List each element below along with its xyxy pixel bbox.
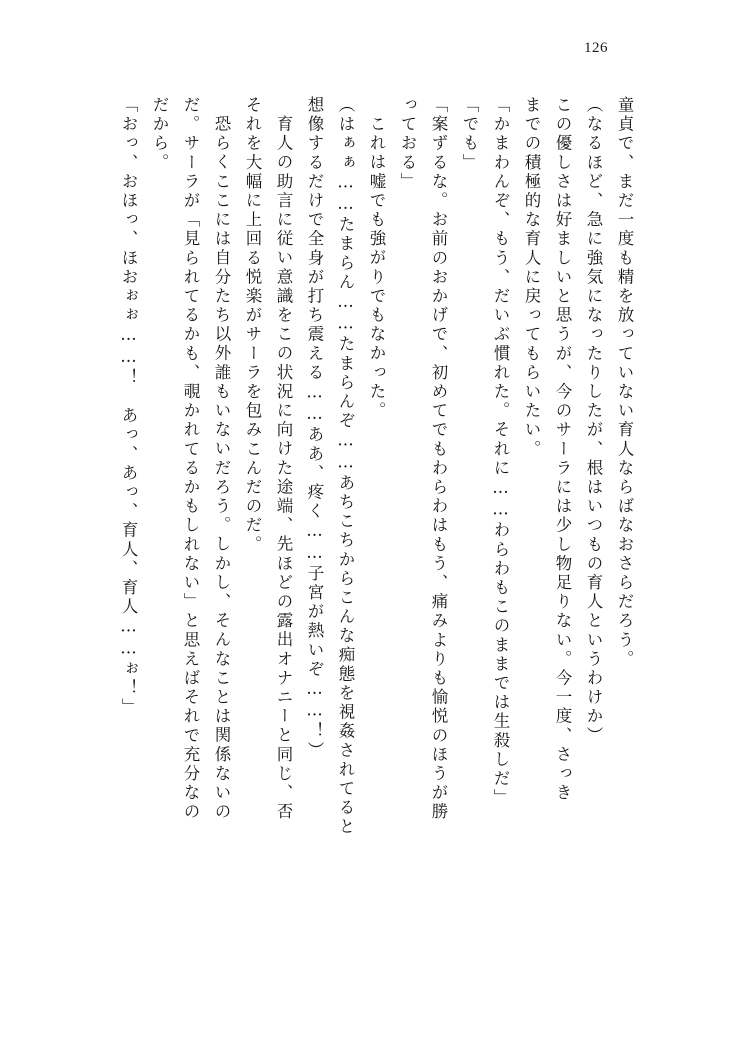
- text-line: それを大幅に上回る悦楽がサーラを包みこんだのだ。: [243, 96, 262, 555]
- text-line: 恐らくここには自分たち以外誰もいないだろう。しかし、そんなことは関係ないの: [212, 115, 231, 822]
- text-line: 「でも」: [460, 96, 479, 173]
- page-number: 126: [584, 40, 608, 56]
- text-line: 童貞で、まだ一度も精を放っていない育人ならばなおさらだろう。: [615, 96, 634, 669]
- text-line: 「かまわんぞ、もう、だいぶ慣れた。それに……わらわもこのままでは生殺しだ」: [491, 96, 510, 808]
- text-line: だから。: [150, 96, 169, 173]
- text-line: 「案ずるな。お前のおかげで、初めてでもわらわはもう、痛みよりも愉悦のほうが勝: [429, 96, 448, 822]
- text-line: っておる」: [398, 96, 417, 192]
- text-line: 育人の助言に従い意識をこの状況に向けた途端、先ほどの露出オナニーと同じ、否: [274, 115, 293, 822]
- text-line: （はぁぁ……たまらん……たまらんぞ……あちこちからこんな痴態を視姦されてると: [336, 96, 355, 837]
- text-line: 「おっ、おほっ、ほおぉぉ……！ あっ、あっ、育人、育人……ぉ！」: [119, 96, 138, 718]
- text-line: 想像するだけで全身が打ち震える……ああ、疼く……子宮が熱いぞ……！）: [305, 96, 324, 761]
- text-line: この優しさは好ましいと思うが、今のサーラには少し物足りない。今一度、さっき: [553, 96, 572, 803]
- vertical-body-text: [108, 96, 640, 906]
- text-line: （なるほど、急に強気になったりしたが、根はいつもの育人というわけか）: [584, 96, 603, 746]
- text-line: これは嘘でも強がりでもなかった。: [367, 115, 386, 421]
- text-line: までの積極的な育人に戻ってもらいたい。: [522, 96, 541, 459]
- text-line: だ。サーラが「見られてるかも、覗かれてるかもしれない」と思えばそれで充分なの: [181, 96, 200, 822]
